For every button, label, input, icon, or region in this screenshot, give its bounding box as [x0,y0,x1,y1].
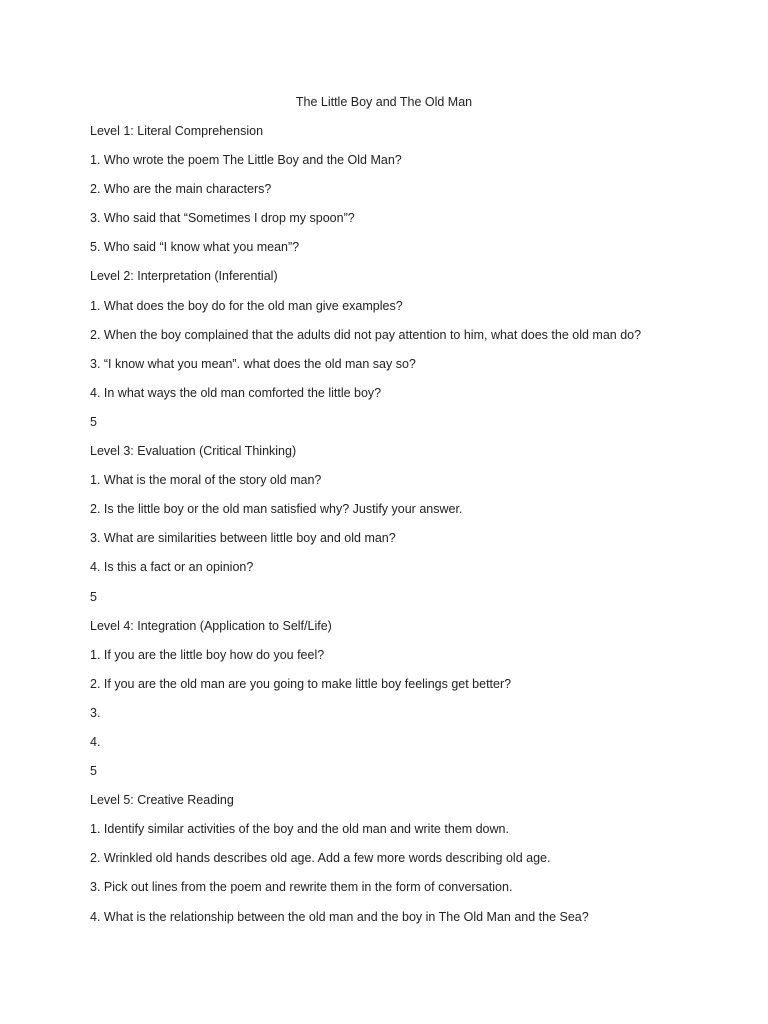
question-line: 3. Pick out lines from the poem and rewrite them in the form of conversation. [90,880,513,895]
question-line: 3. What are similarities between little boy and old man? [90,531,396,546]
question-line: 1. What is the moral of the story old man? [90,473,322,488]
question-line: 3. [90,705,101,720]
section-heading-level-5: Level 5: Creative Reading [90,793,234,808]
question-line: 2. Who are the main characters? [90,182,272,197]
question-line: 1. If you are the little boy how do you feel? [90,647,325,662]
question-line: 5 [90,764,97,779]
question-line: 3. Who said that “Sometimes I drop my spoon”? [90,211,355,226]
question-list [90,122,708,937]
question-line: 2. If you are the old man are you going to make little boy feelings get better? [90,676,512,691]
section-heading-level-2: Level 2: Interpretation (Inferential) [90,269,278,284]
section-heading-level-3: Level 3: Evaluation (Critical Thinking) [90,444,297,459]
question-line: 4. Is this a fact or an opinion? [90,560,254,575]
question-line: 4. What is the relationship between the old man and the boy in The Old Man and the Sea? [90,909,589,924]
question-line: 5. Who said “I know what you mean”? [90,240,300,255]
question-line: 2. When the boy complained that the adults did not pay attention to him, what does the old man do? [90,327,642,342]
question-line: 3. “I know what you mean”. what does the old man say so? [90,356,416,371]
question-line: 5 [90,414,97,429]
section-heading-level-1: Level 1: Literal Comprehension [90,124,264,138]
question-line: 4. In what ways the old man comforted the little boy? [90,385,382,400]
question-line: 2. Wrinkled old hands describes old age. Add a few more words describing old age. [90,851,551,866]
question-line: 1. What does the boy do for the old man give examples? [90,298,403,313]
question-line: 4. [90,734,101,749]
document-title: The Little Boy and The Old Man [295,95,473,109]
question-line: 5 [90,589,97,604]
question-line: 1. Identify similar activities of the boy and the old man and write them down. [90,822,509,837]
question-line: 1. Who wrote the poem The Little Boy and the Old Man? [90,153,402,168]
question-line: 2. Is the little boy or the old man satisfied why? Justify your answer. [90,502,463,517]
section-heading-level-4: Level 4: Integration (Application to Self/Life) [90,618,332,633]
